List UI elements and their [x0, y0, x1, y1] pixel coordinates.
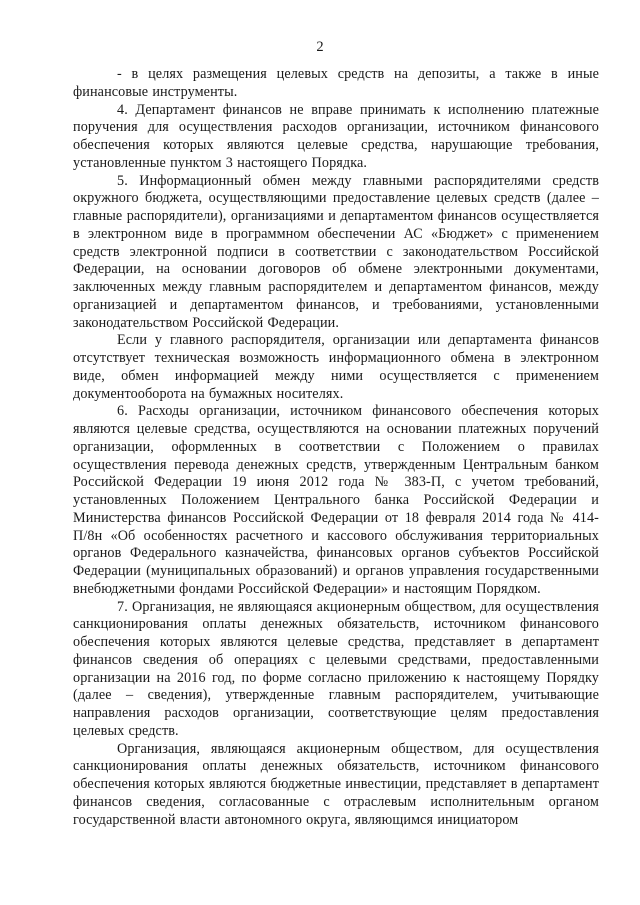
paragraph-7: 7. Организация, не являющаяся акционерным обществом, для осуществления санкционирования оплаты денежных обязательств, источником финансового обеспечения которых являются целевые средства, представляет в департамент финансов сведения об операциях с целевыми средствами, предоставленными организации на 2016 год, по форме согласно приложению к настоящему Порядку (далее – сведения), утвержденные главным распорядителем, учитывающие направления расходов организации, соответствующие целям предоставления целевых средств. [73, 598, 599, 739]
page-number: 2 [316, 39, 324, 55]
paragraph-5: 5. Информационный обмен между главными распорядителями средств окружного бюджета, осуществляющими предоставление целевых средств (далее – главные распорядители), организациями и департаментом финансов осуществляется в электронном виде в программном обеспечении АС «Бюджет» с применением средств электронной подписи в соответствии с законодательством Российской Федерации, на основании договоров об обмене электронными документами, заключенных между главным распорядителем и департаментом финансов, между организацией и департаментом финансов, и требованиями, установленными законодательством Российской Федерации. [73, 172, 599, 331]
paragraph-4: 4. Департамент финансов не вправе принимать к исполнению платежные поручения для осуществления расходов организации, источником финансового обеспечения которых являются целевые средства, нарушающие требования, установленные пунктом 3 настоящего Порядка. [73, 101, 599, 171]
paragraph-6: 6. Расходы организации, источником финансового обеспечения которых являются целевые средства, осуществляются на основании платежных поручений организации, оформленных в соответствии с Положением о правилах осуществления перевода денежных средств, утвержденным Центральным банком Российской Федерации 19 июня 2012 года № 383-П, с учетом требований, установленных Положением Центрального банка Российской Федерации и Министерства финансов Российской Федерации от 18 февраля 2014 года № 414-П/8н «Об особенностях расчетного и кассового обслуживания территориальных органов Федерального казначейства, финансовых органов субъектов Российской Федерации (муниципальных образований) и органов управления государственными внебюджетными фондами Российской Федерации» и настоящим Порядком. [73, 403, 599, 597]
paragraph-5-continued: Если у главного распорядителя, организации или департамента финансов отсутствует техническая возможность информационного обмена в электронном виде, обмен информацией между ними осуществляется с применением документооборота на бумажных носителях. [73, 332, 599, 402]
document-body [73, 66, 599, 829]
paragraph-7-continued: Организация, являющаяся акционерным обществом, для осуществления санкционирования оплаты денежных обязательств, источником финансового обеспечения которых являются бюджетные инвестиции, представляет в департамент финансов сведения, согласованные с отраслевым исполнительным органом государственной власти автономного округа, являющимся инициатором [73, 740, 599, 828]
paragraph-deposits-item: - в целях размещения целевых средств на депозиты, а также в иные финансовые инструменты. [73, 66, 599, 100]
